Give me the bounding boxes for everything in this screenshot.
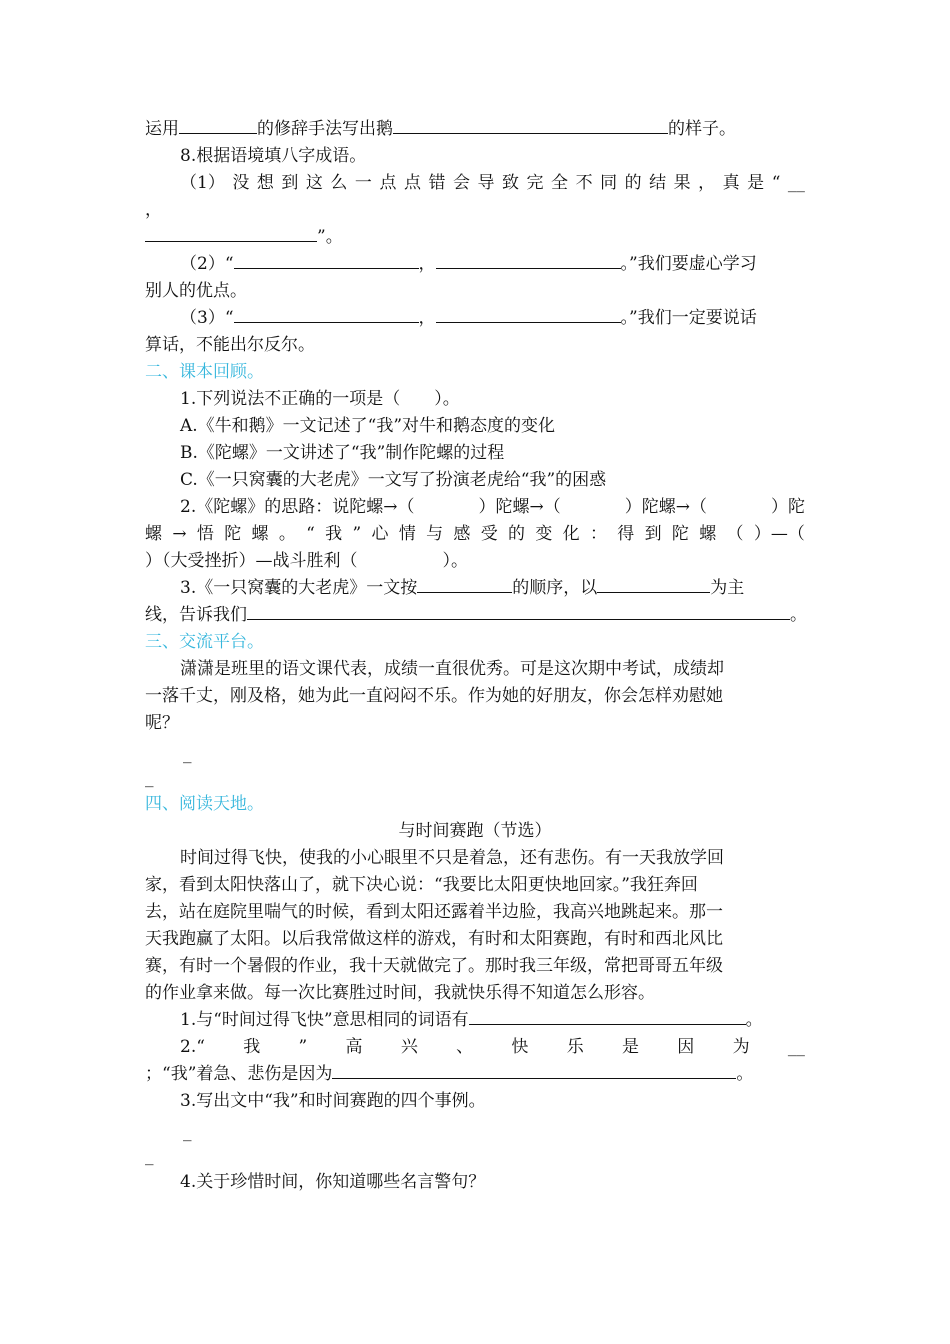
s2-q2-token: ）—（: [753, 524, 805, 544]
s2-q2-token: ：: [589, 524, 607, 544]
s2-q2-token: ）陀螺→（: [478, 497, 561, 517]
q8-item1-token: 错: [428, 173, 446, 193]
passage-line: 赛，有时一个暑假的作业，我十天就做完了。那时我三年级，常把哥哥五年级: [145, 956, 723, 976]
s2-q3-line1: 3.《一只窝囊的大老虎》一文按 的顺序，以 为主: [145, 575, 805, 602]
worksheet-page: [145, 116, 805, 1196]
s4-q2-token: __: [787, 1037, 805, 1057]
s4-answer-area[interactable]: [145, 1146, 805, 1169]
section3-heading: 三、交流平台。: [145, 632, 264, 652]
s4-q2-token: 为: [732, 1037, 750, 1057]
s2-q2-token: 的: [508, 524, 526, 544]
s2-option-c: C.《一只窝囊的大老虎》一文写了扮演老虎给“我”的困惑: [180, 470, 607, 490]
q8-item1-token: 不: [575, 173, 593, 193]
answer-blank[interactable]: [145, 224, 317, 242]
q8-item1-token: ，: [698, 173, 716, 193]
s2-q2-token: 。: [278, 524, 296, 544]
section2-heading: 二、课本回顾。: [145, 362, 264, 382]
q8-item1-token: 完: [526, 173, 544, 193]
s2-q2-token: 与: [426, 524, 444, 544]
s2-q2-token: 化: [562, 524, 580, 544]
passage-title: 与时间赛跑（节选）: [398, 821, 552, 841]
s3-answer-area[interactable]: [145, 737, 805, 771]
q8-item1-token: 同: [600, 173, 618, 193]
s4-q3: 3.写出文中“我”和时间赛跑的四个事例。: [180, 1091, 486, 1111]
q8-item1-token: __: [787, 173, 805, 193]
s4-q2-token: 是: [622, 1037, 639, 1057]
answer-blank[interactable]: [179, 116, 257, 134]
s2-q2-token: 变: [535, 524, 553, 544]
q8-item2-line: （2）“ ， 。”我们要虚心学习: [145, 251, 805, 278]
s2-q2-token: 到: [644, 524, 662, 544]
s3-para-line: 呢？: [145, 713, 179, 733]
s2-q2-token: 2.《陀螺》的思路：说陀螺→（: [180, 497, 415, 517]
s4-q2-line1: [145, 1034, 805, 1061]
s2-q2-token: 螺: [699, 524, 717, 544]
q8-item1-token: 没: [232, 173, 250, 193]
answer-blank[interactable]: [436, 251, 621, 269]
s4-q1-line: 1.与“时间过得飞快”意思相同的词语有 。: [145, 1007, 805, 1034]
answer-blank[interactable]: [393, 116, 668, 134]
s4-q2-token: 兴: [400, 1037, 418, 1057]
s2-q2-token: 螺: [145, 524, 162, 544]
passage-line: 时间过得飞快，使我的小心眼里不只是着急，还有悲伤。有一天我放学回: [180, 848, 724, 868]
s4-q2-token: 快: [511, 1037, 529, 1057]
s4-answer-area[interactable]: [145, 1115, 805, 1149]
answer-blank[interactable]: [247, 602, 790, 620]
answer-blank[interactable]: [234, 305, 419, 323]
q8-item1-token: 这: [305, 173, 323, 193]
passage-line: 去，站在庭院里喘气的时候，看到太阳还露着半边脸，我高兴地跳起来。那一: [145, 902, 723, 922]
answer-blank[interactable]: [234, 251, 419, 269]
s2-q2-token: 情: [398, 524, 416, 544]
s2-q3-line2: 线，告诉我们 。: [145, 602, 805, 629]
s4-q2-token: ”: [298, 1037, 308, 1057]
s2-q2-token: 受: [480, 524, 498, 544]
answer-mark: _: [183, 1122, 192, 1142]
s2-q2-token: 心: [371, 524, 389, 544]
q8-item1-token: 会: [452, 173, 470, 193]
s2-q2-token: 感: [453, 524, 471, 544]
passage-line: 的作业拿来做。每一次比赛胜过时间，我就快乐得不知道怎么形容。: [145, 983, 655, 1003]
q8-item1-line: [145, 170, 805, 197]
q8-item1-token: 结: [649, 173, 667, 193]
answer-blank[interactable]: [469, 1007, 746, 1025]
q8-item1-token: “: [771, 173, 781, 193]
answer-blank[interactable]: [332, 1061, 736, 1079]
s4-q2-token: 2.“: [180, 1037, 205, 1057]
q8-item1-token: 真: [722, 173, 740, 193]
q8-item1-token: 致: [502, 173, 520, 193]
s2-q2-line1: [145, 494, 805, 521]
passage-line: 天我跑赢了太阳。以后我常做这样的游戏，有时和太阳赛跑，有时和西北风比: [145, 929, 723, 949]
answer-blank[interactable]: [436, 305, 621, 323]
s2-q1: 1.下列说法不正确的一项是（ ）。: [180, 389, 460, 409]
s2-q2-token: ”: [352, 524, 362, 544]
s2-q2-token: ）陀螺→（: [624, 497, 707, 517]
answer-blank[interactable]: [417, 575, 512, 593]
answer-mark: _: [183, 744, 192, 764]
q8-item1-token: 想: [256, 173, 274, 193]
q8-item1-comma: ，: [145, 200, 162, 220]
q8-item1-token: 点: [379, 173, 397, 193]
s2-q2-line3: ）（大受挫折）—战斗胜利（ ）。: [145, 551, 468, 571]
q8-item1-token: 么: [330, 173, 348, 193]
s2-q2-token: 陀: [224, 524, 242, 544]
answer-mark: _: [145, 1146, 154, 1166]
passage-line: 家，看到太阳快落山了，就下决心说：“我要比太阳更快地回家。”我狂奔回: [145, 875, 698, 895]
q8-item2-cont: 别人的优点。: [145, 281, 247, 301]
s2-q2-token: 我: [325, 524, 343, 544]
s2-q2-token: 螺: [251, 524, 269, 544]
q8-item1-token: 的: [624, 173, 642, 193]
q8-item1-end-line: ”。: [145, 224, 805, 251]
s2-q2-token: （: [726, 524, 744, 544]
s2-q2-token: 悟: [196, 524, 214, 544]
s4-q2-token: 乐: [566, 1037, 584, 1057]
q8-item1-token: 到: [281, 173, 299, 193]
s2-option-a: A.《牛和鹅》一文记述了“我”对牛和鹅态度的变化: [180, 416, 556, 436]
q8-item1-token: 一: [354, 173, 372, 193]
answer-blank[interactable]: [597, 575, 710, 593]
s4-q2-token: 、: [456, 1037, 474, 1057]
s4-q2-token: 高: [345, 1037, 363, 1057]
q8-item1-token: 点: [403, 173, 421, 193]
s2-option-b: B.《陀螺》一文讲述了“我”制作陀螺的过程: [180, 443, 505, 463]
q8-title: 8.根据语境填八字成语。: [180, 146, 367, 166]
s2-q2-token: →: [172, 524, 187, 544]
q8-item3-line: （3）“ ， 。”我们一定要说话: [145, 305, 805, 332]
s4-q2-line2: ；“我”着急、悲伤是因为 。: [145, 1061, 805, 1088]
s2-q2-token: 得: [617, 524, 635, 544]
s2-q2-token: “: [306, 524, 315, 544]
s3-para-line: 潇潇是班里的语文课代表，成绩一直很优秀。可是这次期中考试，成绩却: [180, 659, 724, 679]
s4-q2-token: 我: [243, 1037, 261, 1057]
s3-answer-area[interactable]: [145, 768, 805, 791]
q8-item1-token: （1）: [180, 173, 225, 193]
section4-heading: 四、阅读天地。: [145, 794, 264, 814]
s3-para-line: 一落千丈，刚及格，她为此一直闷闷不乐。作为她的好朋友，你会怎样劝慰她: [145, 686, 723, 706]
q8-item1-token: 是: [747, 173, 765, 193]
s2-q2-line2: [145, 521, 805, 548]
s4-q2-token: 因: [677, 1037, 695, 1057]
s2-q2-token: 陀: [671, 524, 689, 544]
q8-item1-token: 导: [477, 173, 495, 193]
answer-mark: _: [145, 768, 154, 788]
s2-q2-token: ）陀: [770, 497, 805, 517]
q7-tail-line: 运用 的修辞手法写出鹅 的样子。: [145, 116, 805, 143]
q8-item1-token: 果: [673, 173, 691, 193]
q8-item1-token: 全: [551, 173, 569, 193]
s4-q4: 4.关于珍惜时间，你知道哪些名言警句？: [180, 1172, 486, 1192]
q8-item3-cont: 算话，不能出尔反尔。: [145, 335, 315, 355]
